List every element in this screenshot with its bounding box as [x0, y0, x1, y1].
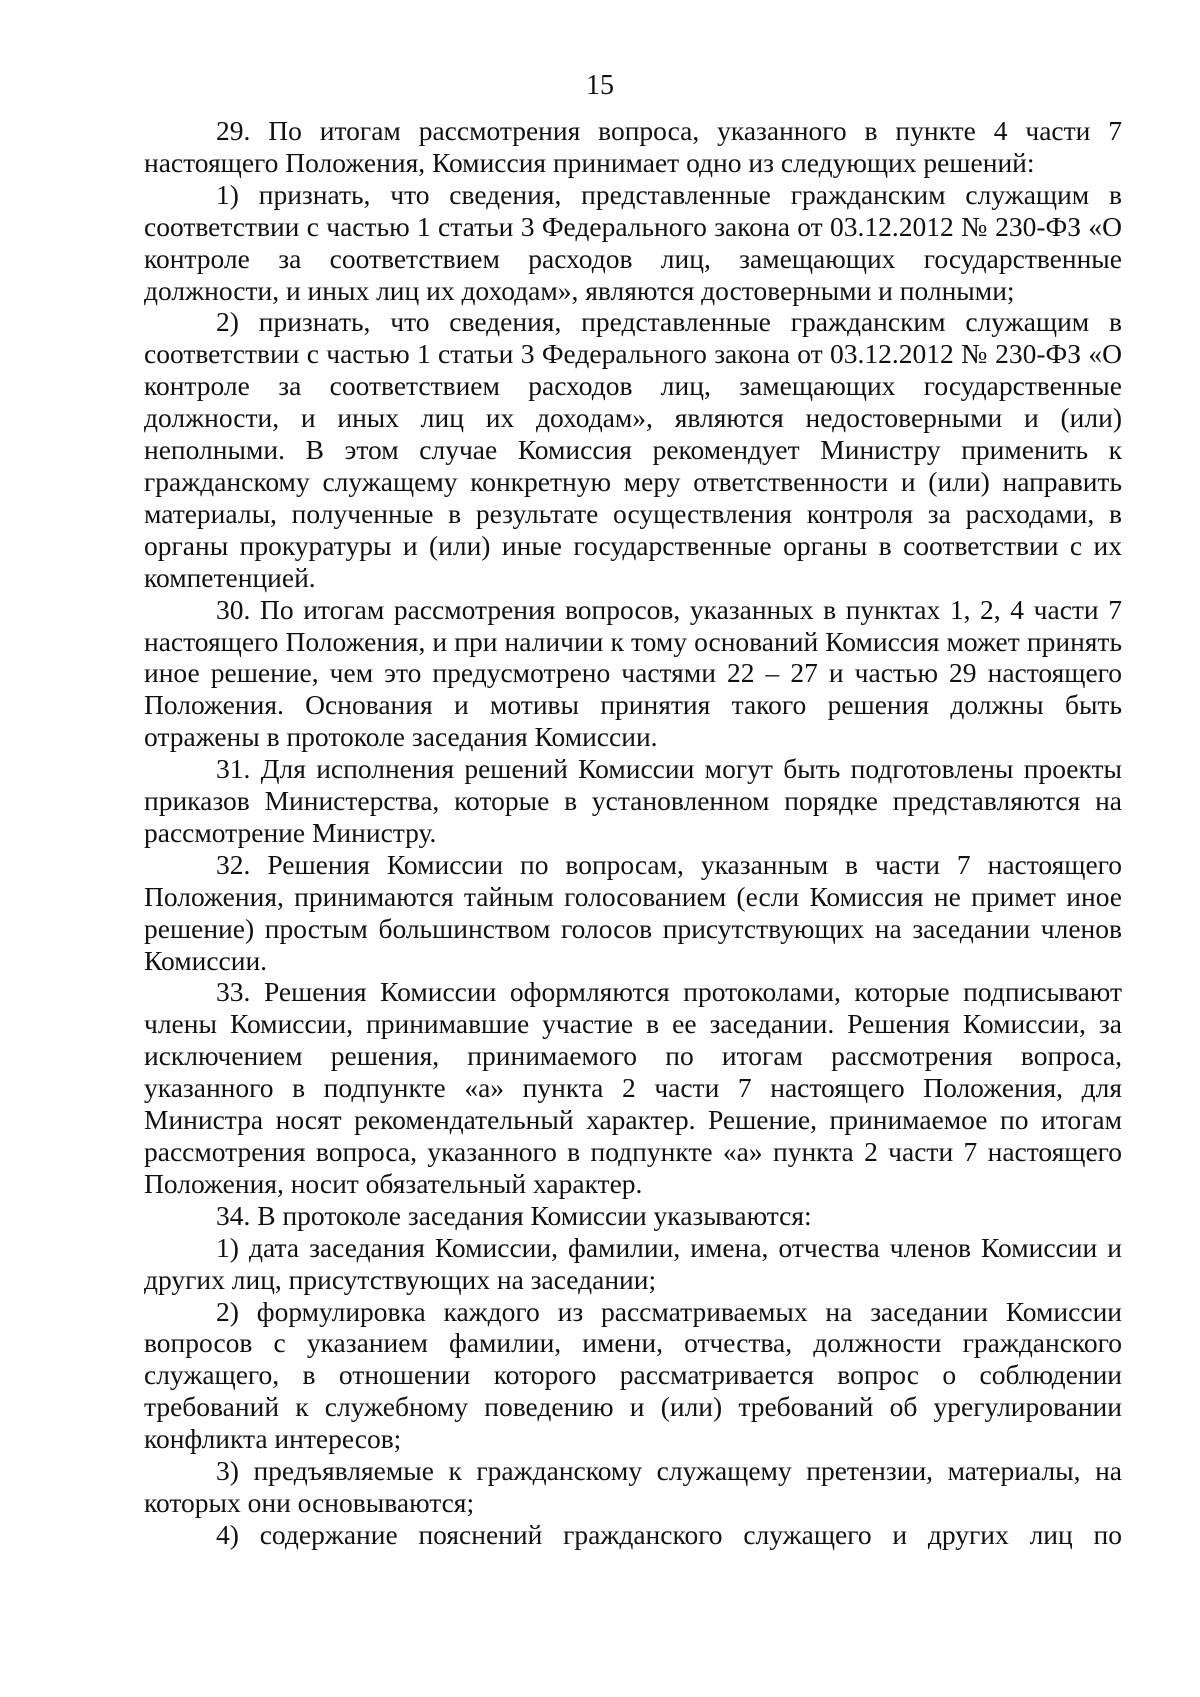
paragraph-34-item-4: 4) содержание пояснений гражданского служащего и других лиц по — [216, 1518, 1122, 1550]
paragraph-33: 33. Решения Комиссии оформляются протоколами, которые подписывают члены Комиссии, принимавшие участие в ее заседании. Решения Комиссии, за исключением решения, принимаемого по итогам рассмотрения вопроса, указанного в подпункте «а» пункта 2 части 7 настоящего Положения, для Министра носят рекомендательный характер. Решение, принимаемое по итогам рассмотрения вопроса, указанного в подпункте «а» пункта 2 части 7 настоящего Положения, носит обязательный характер. — [144, 976, 1122, 1199]
page-number: 15 — [586, 70, 614, 101]
paragraph-29-item-1: 1) признать, что сведения, представленные гражданским служащим в соответствии с частью 1 статьи 3 Федерального закона от 03.12.2012 № 230-ФЗ «О контроле за соответствием расходов лиц, замещающих государственные должности, и иных лиц их доходам», являются достоверными и полными; — [144, 178, 1122, 306]
paragraph-29: 29. По итогам рассмотрения вопроса, указанного в пункте 4 части 7 настоящего Положения, Комиссия принимает одно из следующих решений: — [144, 115, 1122, 178]
paragraph-32: 32. Решения Комиссии по вопросам, указанным в части 7 настоящего Положения, принимаются тайным голосованием (если Комиссия не примет иное решение) простым большинством голосов присутствующих на заседании членов Комиссии. — [144, 848, 1122, 976]
document-body — [144, 115, 1122, 1551]
paragraph-34: 34. В протоколе заседания Комиссии указываются: — [216, 1199, 812, 1231]
paragraph-34-item-3: 3) предъявляемые к гражданскому служащему претензии, материалы, на которых они основываются; — [144, 1455, 1122, 1518]
paragraph-34-item-2: 2) формулировка каждого из рассматриваемых на заседании Комиссии вопросов с указанием фамилии, имени, отчества, должности гражданского служащего, в отношении которого рассматривается вопрос о соблюдении требований к служебному поведению и (или) требований об урегулировании конфликта интересов; — [144, 1295, 1122, 1455]
paragraph-30: 30. По итогам рассмотрения вопросов, указанных в пунктах 1, 2, 4 части 7 настоящего Положения, и при наличии к тому оснований Комиссия может принять иное решение, чем это предусмотрено частями 22 – 27 и частью 29 настоящего Положения. Основания и мотивы принятия такого решения должны быть отражены в протоколе заседания Комиссии. — [144, 593, 1122, 753]
paragraph-29-item-2: 2) признать, что сведения, представленные гражданским служащим в соответствии с частью 1 статьи 3 Федерального закона от 03.12.2012 № 230-ФЗ «О контроле за соответствием расходов лиц, замещающих государственные должности, и иных лиц их доходам», являются недостоверными и (или) неполными. В этом случае Комиссия рекомендует Министру применить к гражданскому служащему конкретную меру ответственности и (или) направить материалы, полученные в результате осуществления контроля за расходами, в органы прокуратуры и (или) иные государственные органы в соответствии с их компетенцией. — [144, 306, 1122, 593]
paragraph-31: 31. Для исполнения решений Комиссии могут быть подготовлены проекты приказов Министерства, которые в установленном порядке представляются на рассмотрение Министру. — [144, 753, 1122, 848]
paragraph-34-item-1: 1) дата заседания Комиссии, фамилии, имена, отчества членов Комиссии и других лиц, присутствующих на заседании; — [144, 1231, 1122, 1295]
